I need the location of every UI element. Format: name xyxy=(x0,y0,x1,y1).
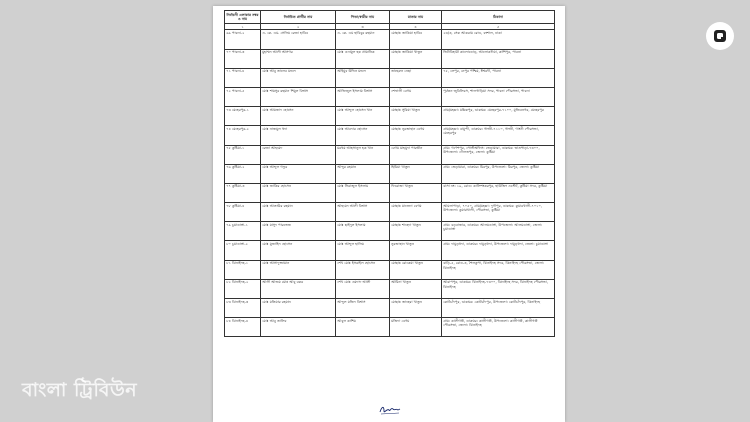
table-row xyxy=(225,203,555,222)
mother-name-cell: আমিনা খাতুন xyxy=(390,279,442,298)
column-number: ১ xyxy=(225,24,261,30)
table-row xyxy=(225,126,555,145)
signature xyxy=(379,404,401,416)
table-row xyxy=(225,68,555,87)
constituency-cell: ৮৩ ঝিনাইদহ-৩ xyxy=(225,299,261,318)
address-cell: কোটচাঁদপুর, ডাকঘর: কোটচাঁদপুর, উপজেলা: কোটচাঁদপুর, ঝিনাইদহ xyxy=(442,299,555,318)
candidate-name-cell: মোঃ মতিয়ার রহমান xyxy=(261,299,336,318)
father-husband-name-cell: মোঃ আবদার হোসেন xyxy=(336,126,390,145)
candidate-name-cell: মোঃ জাকির হোসেন xyxy=(261,183,336,202)
constituency-cell: ৭৭ কুষ্টিয়া-৩ xyxy=(225,183,261,202)
candidate-name-cell: মোঃ আবু তালিব xyxy=(261,318,336,337)
father-husband-name-cell: মোঃ এনামুল হক প্রামানিক xyxy=(336,49,390,68)
watermark-text: বাংলা ট্রিবিউন xyxy=(22,379,138,401)
candidate-name-cell: মুহাম্মদ আলী আসগর xyxy=(261,49,336,68)
father-husband-name-cell: মরহুম আহসানুল হক খান xyxy=(336,145,390,164)
mother-name-cell: মোছাঃ রোকেয়া খাতুন xyxy=(390,260,442,279)
candidate-name-cell: মোঃ আতাউর রহমান xyxy=(261,203,336,222)
constituency-cell: ৮০ চুয়াডাঙ্গা-২ xyxy=(225,241,261,260)
table-row xyxy=(225,30,555,49)
address-cell: ২৩/৩, সেক আকরাম রোড, বংশাল, ঢাকা xyxy=(442,30,555,49)
constituency-cell: ৭৩ মেহেরপুর-১ xyxy=(225,107,261,126)
table-row xyxy=(225,279,555,298)
address-cell: গ্রাম/মহল্লা: মল্লিকপুর, ডাকঘর: মেহেরপুর-৭১০০, মুজিবনগর, মেহেরপুর xyxy=(442,107,555,126)
father-husband-name-cell: মোঃ ছাইদুল ইসলাম xyxy=(336,222,390,241)
candidate-name-cell: মোঃ আমজাদ হোসেন xyxy=(261,107,336,126)
table-row xyxy=(225,87,555,106)
table-row xyxy=(225,145,555,164)
table-row xyxy=(225,318,555,337)
address-cell: গ্রাম: বড়বাজার, ডাকঘর: আলমডাঙ্গা, উপজেলা: আলমডাঙ্গা, জেলা: চুয়াডাঙ্গা xyxy=(442,222,555,241)
column-number: ৩ xyxy=(336,24,390,30)
mother-name-cell: বেগম মাহমুদা পারভীন xyxy=(390,145,442,164)
address-cell: আরাপপুর, ডাকঘর: ঝিনাইদহ-৭৩০০, ঝিনাইদহ সদর, ঝিনাইদহ পৌরসভা, ঝিনাইদহ xyxy=(442,279,555,298)
constituency-cell: ৮১ ঝিনাইদহ-১ xyxy=(225,260,261,279)
table-row xyxy=(225,260,555,279)
candidate-name-cell: মোঃ আসাদুজ্জামান xyxy=(261,260,336,279)
address-cell: আমলাপাড়া, ৭০৫০, গ্রাম/মহল্লা: দুর্গাপুর, ডাকঘর: কুমারখালী-৭০১০, উপজেলা: কুমারখালী, পৌরসভা, কুষ্টিয়া xyxy=(442,203,555,222)
table-row xyxy=(225,222,555,241)
mother-name-cell: মোছাঃ মাজেদা বেগম xyxy=(390,203,442,222)
father-husband-name-cell: আজিজুল ইসলাম বিশ্বাস xyxy=(336,87,390,106)
mother-name-cell: মজিদা বেগম xyxy=(390,318,442,337)
constituency-cell: ৭৮ কুষ্টিয়া-৪ xyxy=(225,203,261,222)
table-header-row xyxy=(225,11,555,24)
table-row xyxy=(225,107,555,126)
constituency-cell: ৭৬ কুষ্টিয়া-২ xyxy=(225,164,261,183)
address-cell: গ্রাম: দামুড়হুদা, ডাকঘর: দামুড়হুদা, উপজেলা: দামুড়হুদা, জেলা: চুয়াডাঙ্গা xyxy=(442,241,555,260)
mother-name-cell: ফিরোজা খাতুন xyxy=(390,183,442,202)
address-cell: বাসা নং: ১৯, রোড: কালিশংকরপুর, হাউজিং এস্টেট, কুষ্টিয়া সদর, কুষ্টিয়া xyxy=(442,183,555,202)
constituency-cell: ৭২ পাবনা-৫ xyxy=(225,87,261,106)
candidate-name-cell: রেজা আহমেদ xyxy=(261,145,336,164)
constituency-cell: ৮৪ ঝিনাইদহ-৪ xyxy=(225,318,261,337)
column-number: ২ xyxy=(261,24,336,30)
mother-name-cell: তাহেরুন নেছা xyxy=(390,68,442,87)
address-cell: গ্রাম: কালীগঞ্জ, ডাকঘর: কালীগঞ্জ, উপজেলা: কালীগঞ্জ, কালীগঞ্জ পৌরসভা, জেলা: ঝিনাইদহ xyxy=(442,318,555,337)
constituency-cell: ৭১ পাবনা-৪ xyxy=(225,68,261,87)
father-husband-name-cell: মোঃ আব্দুল হালিম xyxy=(336,241,390,260)
mother-name-cell: নুরজাহান খাতুন xyxy=(390,241,442,260)
candidate-name-cell: মোঃ নাজমুল হুদা xyxy=(261,126,336,145)
constituency-cell: ৭০ পাবনা-৩ xyxy=(225,49,261,68)
header-father-husband-name: পিতা/স্বামীর নাম xyxy=(336,11,390,24)
publisher-logo-icon xyxy=(706,22,734,50)
constituency-cell: ৭৫ কুষ্টিয়া-১ xyxy=(225,145,261,164)
address-cell: পূর্বতন জুবিলিবস, শালগাড়িয়া সদর, পাবনা পৌরসভা, পাবনা xyxy=(442,87,555,106)
father-husband-name-cell: আব্দুর রহমান xyxy=(336,164,390,183)
father-husband-name-cell: মোঃ সিরাজুল ইসলাম xyxy=(336,183,390,202)
address-cell: ৭৫, লেপুর, নেপুর পশ্চিম, ঈশ্বরদী, পাবনা xyxy=(442,68,555,87)
address-cell: গ্রাম: ভেড়ামারা, ডাকঘর: মিরপুর, উপজেলা: মিরপুর, জেলা: কুষ্টিয়া xyxy=(442,164,555,183)
candidate-table xyxy=(224,10,555,337)
constituency-cell: ৭৯ চুয়াডাঙ্গা-১ xyxy=(225,222,261,241)
mother-name-cell: মোছাঃ শাহেদা খাতুন xyxy=(390,222,442,241)
father-husband-name-cell: শেখ মোঃ ইসরাইল হোসেন xyxy=(336,260,390,279)
candidate-name-cell: মোঃ আব্দুল গফুর xyxy=(261,164,336,183)
father-husband-name-cell: আবুল কাশিম xyxy=(336,318,390,337)
address-cell: গ্রাম/মহল্লা: বামুন্দী, ডাকঘর: গাংনী-৭১১০, গাংনী, গাংনী পৌরসভা, মেহেরপুর xyxy=(442,126,555,145)
address-cell: ভিটাবিহারী কালোডোড়, আলোকদিয়া, কাশিপুর, পাবনা xyxy=(442,49,555,68)
father-husband-name-cell: এ. কে. এম হাবিবুর রহমান xyxy=(336,30,390,49)
table-row xyxy=(225,299,555,318)
father-husband-name-cell: আব্দুল মজিদ বিশ্বাস xyxy=(336,299,390,318)
constituency-cell: ৬৯ পাবনা-২ xyxy=(225,30,261,49)
constituency-cell: ৭৪ মেহেরপুর-২ xyxy=(225,126,261,145)
rounded-square-q-logo-icon xyxy=(712,28,728,44)
constituency-cell: ৮২ ঝিনাইদহ-২ xyxy=(225,279,261,298)
header-address: ঠিকানা xyxy=(442,11,555,24)
father-husband-name-cell: আইয়ুব উদ্দিন মন্ডল xyxy=(336,68,390,87)
candidate-name-cell: মোঃ আবু তালেব মন্ডল xyxy=(261,68,336,87)
father-husband-name-cell: শেখ মোঃ এমদাদ আলী xyxy=(336,279,390,298)
address-cell: গ্রাম: গণেশপুর, পোস্টঅফিস: ভেড়ামারা, ডাকঘর: ভাদ্রপাড়া-৭৩০০, উপজেলা: দৌলতপুর, জেলা: কুষ্টিয়া xyxy=(442,145,555,164)
candidate-name-cell: এ. কে. এম. সেলিম রেজা হাবিব xyxy=(261,30,336,49)
address-cell: বাড়ি-৫, রোড-৩, শৈলকুপা, ঝিনাইদহ সদর, ঝিনাইদহ পৌরসভা, জেলা: ঝিনাইদহ xyxy=(442,260,555,279)
father-husband-name-cell: মোঃ আব্দুল হোসেন খান xyxy=(336,107,390,126)
table-row xyxy=(225,241,555,260)
document-page xyxy=(213,6,565,422)
column-number: ৪ xyxy=(390,24,442,30)
table-row xyxy=(225,49,555,68)
mother-name-cell: হিমিয়া খাতুন xyxy=(390,164,442,183)
candidate-name-cell: মোঃ মাসুদ পারভেজ xyxy=(261,222,336,241)
header-constituency: নির্বাচনী এলাকার নম্বর ও নাম xyxy=(225,11,261,24)
candidate-name-cell: মোঃ মুজাহিদ হোসেন xyxy=(261,241,336,260)
mother-name-cell: শেফালী বেগম xyxy=(390,87,442,106)
mother-name-cell: মোছাঃ জাকিয়া হাবিব xyxy=(390,30,442,49)
mother-name-cell: মোছাঃ জাকিয়া খাতুন xyxy=(390,49,442,68)
mother-name-cell: মোছাঃ জাহেরা খাতুন xyxy=(390,299,442,318)
header-mother-name: মাতার নাম xyxy=(390,11,442,24)
table-row xyxy=(225,164,555,183)
candidate-name-cell: আলী আজম মোঃ আবু বকর xyxy=(261,279,336,298)
father-husband-name-cell: আহমেদ আলী বিশ্বাস xyxy=(336,203,390,222)
candidate-name-cell: মোঃ শামসুর রহমান শিমুল বিশ্বাস xyxy=(261,87,336,106)
header-candidate-name: নির্বাচিত প্রার্থীর নাম xyxy=(261,11,336,24)
mother-name-cell: মোছাঃ নূরজাহান বেগম xyxy=(390,126,442,145)
column-number: ৫ xyxy=(442,24,555,30)
mother-name-cell: মোছাঃ সুরিয়া খাতুন xyxy=(390,107,442,126)
table-row xyxy=(225,183,555,202)
